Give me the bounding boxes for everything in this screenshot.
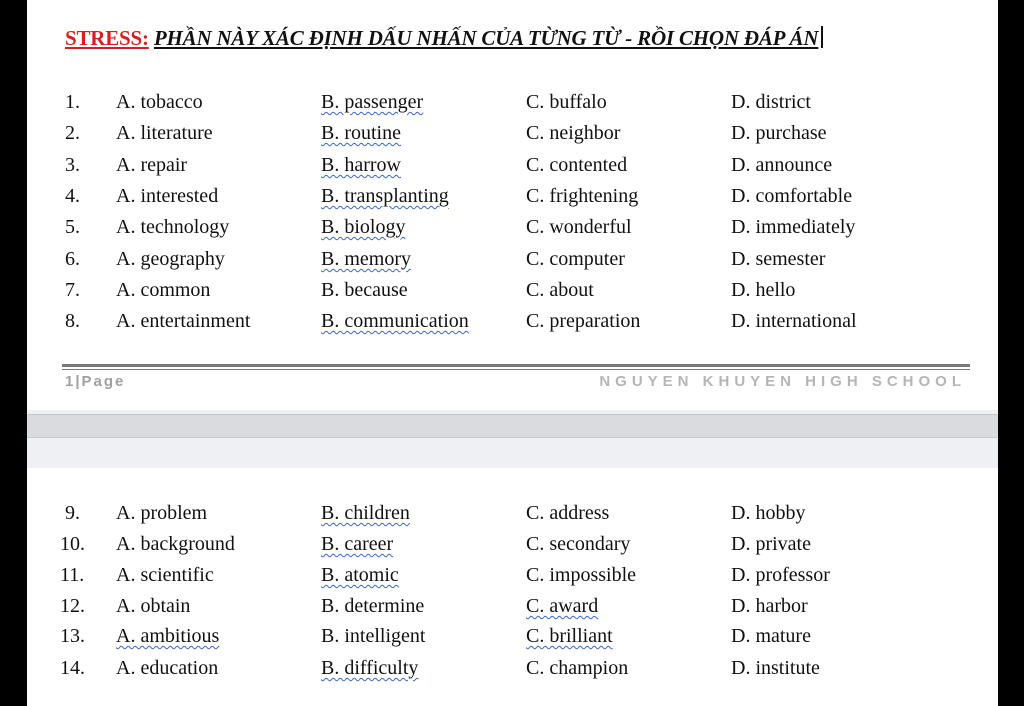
option-c: C. secondary	[526, 533, 631, 555]
option-b: B. passenger	[321, 91, 424, 113]
option-d: D. hobby	[731, 502, 806, 524]
option-a: A. technology	[116, 216, 230, 238]
option-a: A. education	[116, 657, 219, 679]
footer-divider	[62, 364, 970, 367]
option-a: A. repair	[116, 154, 188, 176]
question-row-2	[27, 122, 998, 153]
page-separator	[27, 414, 998, 438]
option-d: D. immediately	[731, 216, 856, 238]
option-d: D. hello	[731, 279, 796, 301]
option-c: C. neighbor	[526, 122, 621, 144]
option-d: D. professor	[731, 564, 830, 586]
question-number: 8.	[65, 310, 80, 332]
option-c: C. impossible	[526, 564, 637, 586]
option-a: A. interested	[116, 185, 219, 207]
option-a: A. problem	[116, 502, 208, 524]
option-a: A. common	[116, 279, 211, 301]
option-b: B. communication	[321, 310, 469, 332]
option-c: C. address	[526, 502, 610, 524]
option-b: B. transplanting	[321, 185, 449, 207]
question-row-12	[27, 595, 998, 626]
question-row-1	[27, 91, 998, 122]
option-d: D. institute	[731, 657, 820, 679]
option-b: B. children	[321, 502, 410, 524]
question-number: 3.	[65, 154, 80, 176]
option-d: D. district	[731, 91, 811, 113]
option-c: C. brilliant	[526, 625, 613, 647]
option-d: D. mature	[731, 625, 811, 647]
page-break-gap	[27, 410, 998, 468]
document-page-2	[27, 468, 998, 706]
option-d: D. semester	[731, 248, 826, 270]
question-row-11	[27, 564, 998, 595]
stress-heading: STRESS:	[65, 26, 149, 50]
document-page-1	[27, 0, 998, 410]
option-c: C. champion	[526, 657, 629, 679]
option-b: B. intelligent	[321, 625, 426, 647]
option-b: B. atomic	[321, 564, 399, 586]
option-b: B. memory	[321, 248, 411, 270]
question-number: 4.	[65, 185, 80, 207]
option-d: D. international	[731, 310, 857, 332]
option-c: C. frightening	[526, 185, 639, 207]
option-d: D. comfortable	[731, 185, 853, 207]
option-b: B. difficulty	[321, 657, 419, 679]
option-c: C. computer	[526, 248, 625, 270]
option-a: A. scientific	[116, 564, 214, 586]
option-d: D. private	[731, 533, 811, 555]
option-b: B. because	[321, 279, 408, 301]
question-row-3	[27, 154, 998, 185]
question-number: 6.	[65, 248, 80, 270]
question-number: 14.	[60, 657, 85, 679]
question-row-4	[27, 185, 998, 216]
option-b: B. determine	[321, 595, 425, 617]
option-c: C. wonderful	[526, 216, 632, 238]
option-a: A. ambitious	[116, 625, 220, 647]
page-number-label: 1|Page	[65, 373, 126, 390]
question-number: 11.	[60, 564, 85, 586]
option-a: A. background	[116, 533, 235, 555]
question-row-13	[27, 625, 998, 656]
question-row-10	[27, 533, 998, 564]
option-b: B. routine	[321, 122, 401, 144]
question-row-7	[27, 279, 998, 310]
option-c: C. buffalo	[526, 91, 607, 113]
option-b: B. career	[321, 533, 394, 555]
question-number: 1.	[65, 91, 80, 113]
option-c: C. preparation	[526, 310, 641, 332]
option-c: C. award	[526, 595, 599, 617]
instruction-text: PHẦN NÀY XÁC ĐỊNH DẤU NHẤN CỦA TỪNG TỪ - RỒI CHỌN ĐÁP ÁN	[153, 26, 819, 50]
option-d: D. announce	[731, 154, 833, 176]
question-number: 13.	[60, 625, 85, 647]
option-c: C. contented	[526, 154, 628, 176]
footer-divider-thin	[62, 369, 970, 370]
text-cursor	[821, 26, 823, 48]
question-number: 10.	[60, 533, 85, 555]
question-number: 2.	[65, 122, 80, 144]
question-row-6	[27, 248, 998, 279]
option-b: B. harrow	[321, 154, 401, 176]
question-number: 5.	[65, 216, 80, 238]
question-row-9	[27, 502, 998, 533]
option-a: A. literature	[116, 122, 213, 144]
option-d: D. harbor	[731, 595, 808, 617]
option-c: C. about	[526, 279, 594, 301]
option-a: A. obtain	[116, 595, 191, 617]
option-b: B. biology	[321, 216, 406, 238]
option-d: D. purchase	[731, 122, 827, 144]
question-number: 12.	[60, 595, 85, 617]
question-row-5	[27, 216, 998, 247]
question-number: 7.	[65, 279, 80, 301]
page-title	[65, 26, 823, 51]
question-row-14	[27, 657, 998, 688]
question-row-8	[27, 310, 998, 341]
option-a: A. geography	[116, 248, 225, 270]
school-name-footer: NGUYEN KHUYEN HIGH SCHOOL	[599, 373, 966, 390]
option-a: A. entertainment	[116, 310, 251, 332]
question-number: 9.	[65, 502, 80, 524]
option-a: A. tobacco	[116, 91, 203, 113]
